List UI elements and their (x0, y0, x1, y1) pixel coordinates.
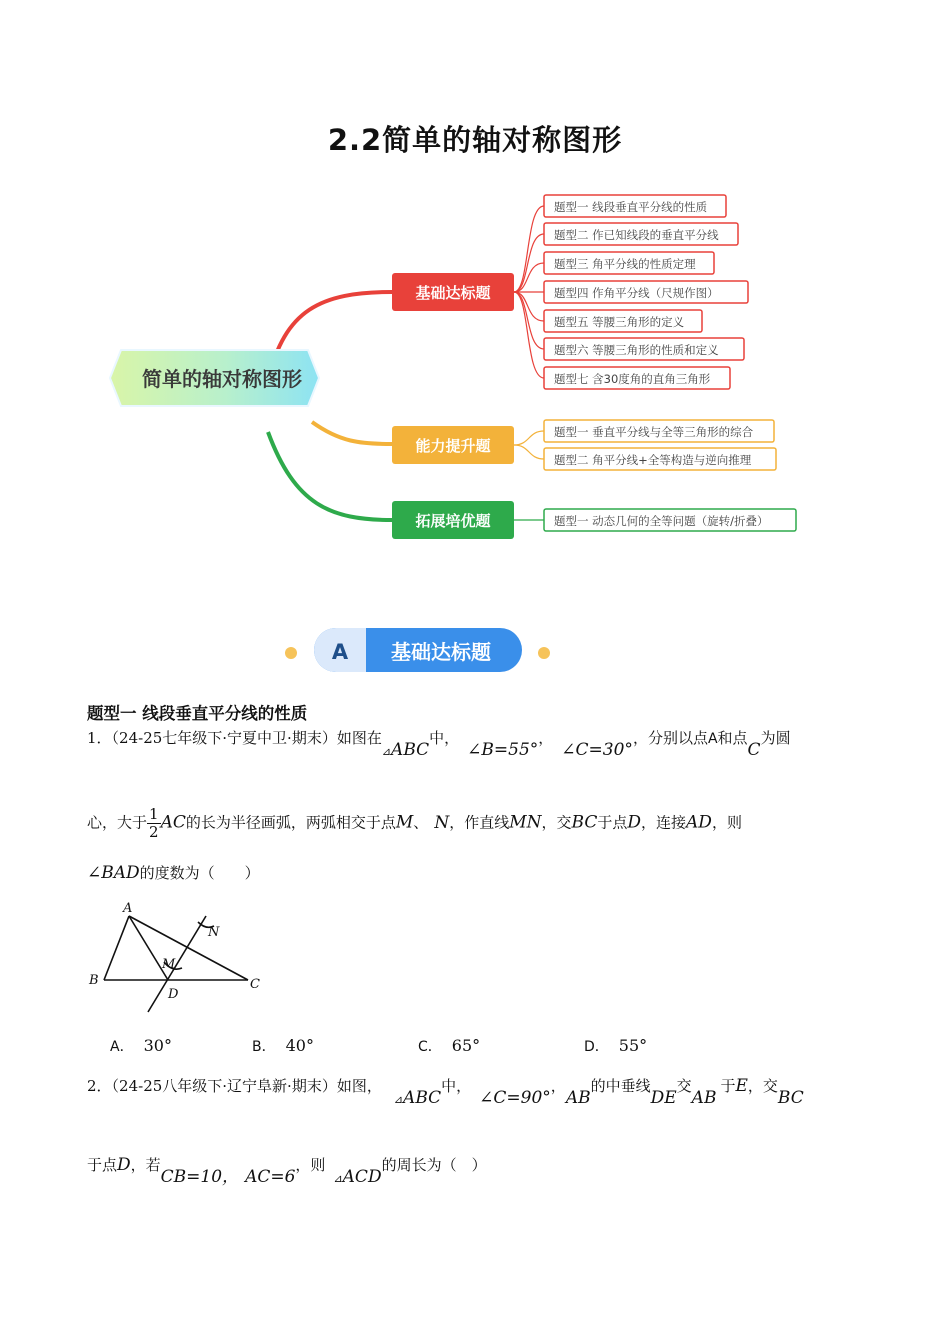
branch-connector-ability (312, 422, 392, 444)
mind-map (0, 180, 950, 560)
section-heading: 题型一 线段垂直平分线的性质 (87, 704, 308, 723)
option-a[interactable]: A． 30° (110, 1036, 172, 1055)
label-B: B (89, 973, 99, 988)
label-C: C (250, 977, 260, 992)
leaf-group-ability (544, 420, 776, 470)
triangle-figure (86, 898, 266, 1018)
leaf-label: 题型七 含30度角的直角三角形 (554, 372, 711, 386)
leaf-label: 题型一 线段垂直平分线的性质 (554, 200, 708, 214)
segment-AC (129, 916, 248, 980)
banner-dot-right (538, 647, 550, 659)
label-N: N (208, 925, 220, 940)
fraction-one-half: $\frac{1}{2}$ (149, 805, 159, 841)
question-1-line-2: 心，大于 $\frac{1}{2}$ AC的长为半径画弧，两弧相交于点M、 N，作直线MN，交BC于点D，连接AD，则 (87, 805, 742, 841)
branch-label-extend: 拓展培优题 (415, 512, 491, 530)
option-c[interactable]: C． 65° (418, 1036, 481, 1055)
banner-letter: A (331, 640, 349, 664)
question-1-line-1: 1．（24-25七年级下·宁夏中卫·期末）如图在$_⊿$ABC中，∠B=55°，∠C=30°，分别以点A和点C为圆 (87, 729, 791, 760)
leaf-label: 题型一 垂直平分线与全等三角形的综合 (554, 425, 754, 439)
leaf-label: 题型一 动态几何的全等问题（旋转/折叠） (554, 514, 769, 528)
question-number: 2． (87, 1077, 112, 1095)
question-1-line-3: ∠BAD的度数为（ ） (87, 863, 260, 883)
option-b[interactable]: B． 40° (252, 1036, 314, 1055)
label-M: M (162, 957, 176, 972)
question-source: （24-25七年级下·宁夏中卫·期末）如图在 (111, 729, 382, 747)
leaf-label: 题型三 角平分线的性质定理 (554, 257, 696, 271)
question-2-line-1: 2．（24-25八年级下·辽宁阜新·期末）如图，$_⊿$ABC中，∠C=90°，AB的中垂线DE交AB于E，交BC (87, 1076, 804, 1108)
banner-label: 基础达标题 (391, 640, 491, 664)
option-d[interactable]: D． 55° (584, 1036, 648, 1055)
leaf-group-basic (544, 195, 748, 389)
page-title: 2.2简单的轴对称图形 (327, 123, 623, 157)
mindmap-root-label: 简单的轴对称图形 (142, 367, 302, 391)
banner-dot-left (285, 647, 297, 659)
section-banner (0, 620, 950, 680)
question-number: 1． (87, 729, 112, 747)
leaf-label: 题型四 作角平分线（尺规作图） (554, 286, 719, 300)
label-A: A (123, 901, 133, 916)
question-2-line-2: 于点D，若CB=10， AC=6，则$_⊿$ACD的周长为（ ） (87, 1155, 487, 1187)
question-source: （24-25八年级下·辽宁阜新·期末）如图， (111, 1077, 382, 1095)
label-D: D (168, 987, 179, 1002)
branch-label-ability: 能力提升题 (415, 437, 491, 455)
leaf-group-extend (544, 509, 796, 531)
branch-label-basic: 基础达标题 (415, 284, 491, 302)
leaf-label: 题型二 角平分线+全等构造与逆向推理 (554, 453, 752, 467)
leaf-label: 题型五 等腰三角形的定义 (554, 315, 685, 329)
segment-AB (104, 916, 129, 980)
leaf-label: 题型二 作已知线段的垂直平分线 (554, 228, 719, 242)
leaf-label: 题型六 等腰三角形的性质和定义 (554, 343, 719, 357)
